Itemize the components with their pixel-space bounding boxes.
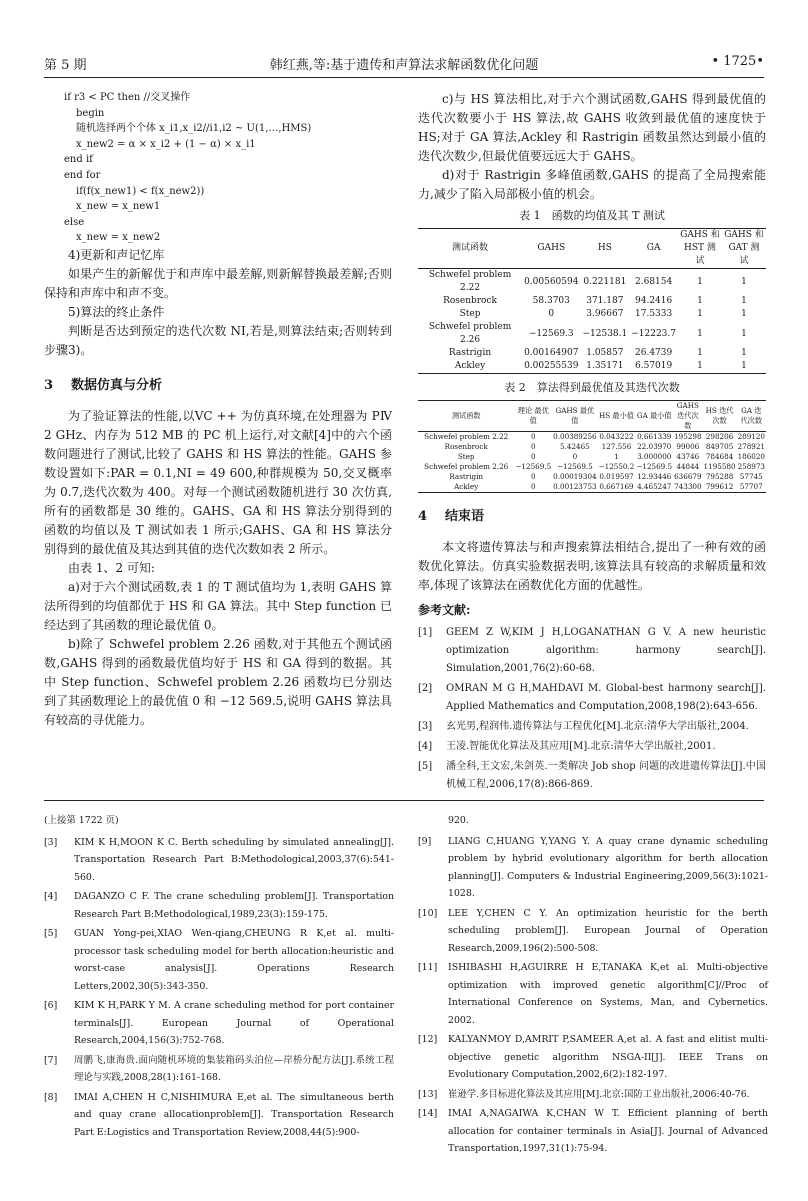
table-cell: 289120: [737, 432, 765, 441]
alg-line: 随机选择两个个体 x_i1,x_i2//i1,i2 ~ U(1,…,HMS): [76, 123, 312, 135]
table-cell: 1.05857: [586, 348, 624, 358]
table-cell: 0: [572, 452, 578, 461]
table-cell: 5.42465: [560, 442, 590, 451]
table-cell: 0.00123753: [553, 482, 597, 491]
table-cell: 784684: [705, 452, 734, 461]
table-cell: −12538.1: [582, 328, 628, 339]
reference-item: [10] LEE Y,CHEN C Y. An optimization heuristic for the berth scheduling problem[J]. European Journal of Operation Research,2009,196(2):500-508.: [418, 907, 768, 954]
table-header: HS: [597, 243, 612, 253]
table-cell: Step: [457, 452, 475, 461]
table-cell: Ackley: [454, 482, 479, 491]
table-cell: 22.03970: [637, 442, 672, 451]
table-cell: 1: [741, 296, 747, 306]
table-header: GAHS: [537, 243, 566, 253]
sec3-paragraph: 为了验证算法的性能,以VC ++ 为仿真环境,在处理器为 PⅣ 2 GHz、内存为 512 MB 的 PC 机上运行,对文献[4]中的六个函数问题进行了测试,比较了 GAHS 和 HS 算法的性能。GAHS 参数设置如下:PAR = 0.1,NI = 49 600,种群规模为 50,交叉概率为 0.7,迭代次数为 400。对每一个测试函数随机进行 30 次仿真,所有的函数都是 30 维的。GAHS、GA 和 HS 算法分别得到的函数的均值以及 T 测试如表 1 所示;GAHS、GA 和 HS 算法分别得到的最优值及其达到其值的迭代次数如表 2 所示。: [44, 408, 392, 556]
table-cell: 1: [741, 276, 747, 287]
reference-item: [5] 潘全科,王文宏,朱剑英.一类解决 Job shop 问题的改进遗传算法[J].中国机械工程,2006,17(8):866-869.: [418, 761, 766, 790]
table-cell: 99006: [676, 442, 700, 451]
page-number: • 1725•: [711, 54, 764, 69]
table-cell: 1: [697, 309, 703, 319]
continued-note: (上接第 1722 页): [44, 815, 119, 826]
table-cell: −12569.5: [557, 462, 593, 471]
reference-item: [4] 王凌.智能优化算法及其应用[M].北京:清华大学出版社,2001.: [418, 741, 716, 752]
table-cell: 371.187: [586, 296, 624, 306]
table-2: [418, 400, 766, 493]
conclusion-text: 本文将遗传算法与和声搜索算法相结合,提出了一种有效的函数优化算法。仿真实验数据表明,该算法具有较高的求解质量和效率,体现了该算法在函数优化方面的优越性。: [418, 540, 766, 592]
table-cell: −12223.7: [631, 328, 676, 339]
table-header: GA 最小值: [636, 411, 672, 420]
bottom-right-references: [418, 812, 768, 1160]
algorithm-pseudocode: [44, 90, 392, 246]
table-cell: 12.93446: [637, 472, 672, 481]
table-header: GAHS 最优值: [555, 406, 595, 425]
table-cell: 743300: [674, 482, 702, 491]
table-cell: 1: [741, 348, 747, 358]
table-cell: 1: [697, 328, 703, 339]
table-cell: 43746: [676, 452, 700, 461]
table-cell: 0.00255539: [524, 361, 579, 371]
table-cell: 795288: [705, 472, 734, 481]
reference-item: [13] 崔逊学.多目标进化算法及其应用[M].北京:国防工业出版社,2006:40-76.: [418, 1088, 750, 1100]
table-cell: 636679: [674, 472, 702, 481]
alg-line: x_new = x_new1: [76, 201, 161, 213]
table-cell: 0: [530, 442, 536, 451]
header-rule: [44, 77, 764, 78]
section-divider: [44, 800, 764, 801]
table-cell: 1: [741, 309, 747, 319]
table-header: 测试函数: [451, 411, 481, 420]
reference-continuation: 920.: [448, 815, 469, 826]
table-row: [418, 269, 766, 296]
reference-item: [5] GUAN Yong-pei,XIAO Wen-qiang,CHEUNG R K,et al. multi-processor task scheduling model for berth allocation:heuristic and worst-case analysis[J]. Operations Research Letters,2002,30(5):343-350.: [44, 928, 394, 992]
table-1: [418, 228, 766, 374]
table-cell: 1: [697, 361, 703, 371]
table-cell: 0.221181: [583, 276, 627, 287]
table-row: [418, 295, 766, 308]
section-number: 4: [418, 509, 428, 524]
table-cell: Rastrigin: [448, 348, 492, 358]
left-column: [44, 90, 392, 730]
issue-number: 第 5 期: [44, 58, 87, 73]
sec3-paragraph: 由表 1、2 可知:: [68, 560, 155, 575]
table-cell: 0: [530, 452, 536, 461]
table-cell: 17.5333: [635, 309, 673, 319]
step5-title: 5)算法的终止条件: [68, 304, 165, 319]
alg-line: x_new = x_new2: [76, 232, 161, 244]
table-cell: −12569.5: [515, 462, 552, 471]
table-cell: 0.043222: [599, 432, 634, 441]
table-cell: 58.3703: [532, 296, 570, 306]
alg-line: x_new2 = α × x_i2 + (1 − α) × x_i1: [76, 138, 256, 150]
table-cell: −12569.5: [636, 462, 673, 471]
reference-item: [3] 玄光男,程润伟.遗传算法与工程优化[M].北京:清华大学出版社,2004.: [418, 721, 749, 732]
alg-line: if r3 < PC then //交叉操作: [64, 92, 191, 103]
reference-item: [8] IMAI A,CHEN H C,NISHIMURA E,et al. The simultaneous berth and quay crane allocationproblem[J]. Transportation Research Part E:Logistics and Transportation Review,2008,44(5):900-: [44, 1091, 394, 1138]
table-cell: 0.00389256: [553, 432, 597, 441]
table-row: [418, 432, 766, 443]
section-title: 结束语: [445, 509, 485, 524]
reference-item: [4] DAGANZO C F. The crane scheduling problem[J]. Transportation Research Part B:Methodological,1989,23(3):159-175.: [44, 891, 394, 920]
table-cell: 258973: [737, 462, 765, 471]
table-cell: 1: [697, 276, 703, 287]
table-cell: 849705: [705, 442, 734, 451]
table-cell: 0.661339: [637, 432, 672, 441]
table-header: GA: [646, 243, 661, 253]
table-header: 理论 最优值: [517, 406, 549, 425]
table-cell: 0: [548, 309, 555, 319]
reference-item: [9] LIANG C,HUANG Y,YANG Y. A quay crane dynamic scheduling problem by hybrid evolutionary algorithm for berth allocation planning[J]. Computers & Industrial Engineering,2009,56(3):1021-1028.: [418, 835, 768, 899]
right-column: [418, 90, 766, 796]
alg-line: end for: [64, 169, 101, 181]
reference-item: [14] IMAI A,NAGAIWA K,CHAN W T. Efficient planning of berth allocation for container terminals in Asia[J]. Journal of Advanced Transportation,1997,31(1):75-94.: [418, 1108, 768, 1154]
table-cell: 127.556: [601, 442, 632, 451]
table-cell: Rastrigin: [449, 472, 484, 481]
table-cell: 1: [697, 296, 703, 306]
table-cell: 0.667169: [599, 482, 634, 491]
table-row: [418, 462, 766, 472]
table-header: GAHS 和 GAT 测试: [724, 230, 764, 266]
table-cell: Ackley: [454, 361, 486, 371]
table-cell: 1: [614, 452, 619, 461]
table-cell: Schwefel problem 2.22: [424, 432, 509, 441]
table-row: [418, 482, 766, 493]
alg-line: end if: [64, 154, 93, 166]
running-header: [44, 50, 764, 72]
table-cell: 1: [697, 348, 703, 358]
table-cell: 3.000000: [637, 452, 672, 461]
table-cell: 57745: [739, 472, 763, 481]
table-cell: 6.57019: [635, 361, 673, 371]
table-header: GAHS 和 HST 测试: [680, 230, 720, 266]
reference-item: [7] 周鹏飞,康海贵.面向随机环境的集装箱码头泊位—岸桥分配方法[J].系统工程理论与实践,2008,28(1):161-168.: [44, 1054, 394, 1083]
table-row: [418, 472, 766, 482]
section-3-heading: [44, 376, 392, 395]
table-cell: 0: [530, 472, 536, 481]
table-cell: 799612: [705, 482, 734, 491]
table-cell: Rosenbrock: [444, 442, 488, 451]
table-header: HS 最小值: [598, 411, 634, 420]
table1-caption: 表 1 函数的均值及其 T 测试: [519, 209, 665, 222]
table-cell: Rosenbrock: [443, 296, 497, 306]
table-header: 测试函数: [452, 243, 489, 253]
table-row: [418, 347, 766, 360]
table-cell: 298206: [705, 432, 734, 441]
step5-text: 判断是否达到预定的迭代次数 NI,若是,则算法结束;否则转到步骤3)。: [44, 323, 392, 357]
table-cell: 2.68154: [635, 276, 673, 287]
reference-item: [12] KALYANMOY D,AMRIT P,SAMEER A,et al. A fast and elitist multi-objective genetic algorithm NSGA-II[J]. IEEE Trans on Evolutionary Computation,2002,6(2):182-197.: [418, 1034, 768, 1080]
alg-line: begin: [76, 107, 105, 119]
references-heading: 参考文献:: [418, 603, 471, 617]
table-row: [418, 321, 766, 347]
table-cell: 3.96667: [586, 309, 624, 319]
table-header: GA 迭代次数: [740, 406, 763, 425]
table-cell: 186020: [737, 452, 765, 461]
table-cell: 1195580: [703, 462, 736, 471]
table-cell: −12550.2: [598, 462, 635, 471]
table-cell: 195298: [674, 432, 702, 441]
table2-caption: 表 2 算法得到最优值及其迭代次数: [504, 381, 680, 394]
item-d: d)对于 Rastrigin 多峰值函数,GAHS 的提高了全局搜索能力,减少了陷入局部极小值的机会。: [418, 168, 766, 201]
section-number: 3: [44, 377, 54, 393]
table-row: [418, 308, 766, 321]
reference-item: [6] KIM K H,PARK Y M. A crane scheduling method for port container terminals[J]. European Journal of Operational Research,2004,156(3):752-768.: [44, 1000, 394, 1046]
table-cell: 0: [530, 482, 536, 491]
step4-text: 如果产生的新解优于和声库中最差解,则新解替换最差解;否则保持和声库中和声不变。: [44, 266, 392, 300]
table-cell: Schwefel problem 2.26: [424, 462, 509, 471]
item-c: c)与 HS 算法相比,对于六个测试函数,GAHS 得到最优值的迭代次数要小于 HS 算法,故 GAHS 收敛到最优值的速度快于 HS;对于 GA 算法,Ackley 和 Rastrigin 函数虽然达到最小值的迭代次数少,但最优值要远远大于 GAHS。: [418, 92, 766, 163]
table-cell: 0: [530, 432, 536, 441]
running-title: 韩红燕,等:基于遗传和声算法求解函数优化问题: [269, 58, 539, 73]
table-cell: −12569.3: [528, 328, 574, 339]
sec3-item-a: a)对于六个测试函数,表 1 的 T 测试值均为 1,表明 GAHS 算法所得到的均值都优于 HS 和 GA 算法。其中 Step function 已经达到了其函数的理论最优值 0。: [44, 579, 392, 632]
table-cell: 278921: [737, 442, 765, 451]
table-cell: 0.019597: [599, 472, 634, 481]
section-title: 数据仿真与分析: [71, 377, 163, 393]
table-cell: 94.2416: [635, 296, 673, 306]
alg-line: if(f(x_new1) < f(x_new2)): [76, 185, 205, 197]
reference-item: [11] ISHIBASHI H,AGUIRRE H E,TANAKA K,et al. Multi-objective optimization with improved genetic algorithm[C]//Proc of International Conference on Systems, Man, and Cybernetics. 2002.: [418, 962, 768, 1026]
reference-item: [3] KIM K H,MOON K C. Berth scheduling by simulated annealing[J]. Transportation Research Part B:Methodological,2003,37(6):541-560.: [44, 836, 394, 883]
table-cell: 1.35171: [586, 361, 624, 371]
step4-title: 4)更新和声记忆库: [68, 247, 165, 262]
table-header: HS 迭代次数: [705, 406, 734, 425]
table-cell: 26.4739: [635, 348, 673, 358]
reference-item: [2] OMRAN M G H,MAHDAVI M. Global-best harmony search[J]. Applied Mathematics and Computation,2008,198(2):643-656.: [418, 683, 766, 712]
table-cell: Schwefel problem 2.22: [428, 270, 512, 293]
table-cell: Step: [459, 309, 481, 319]
section-4-heading: [418, 507, 766, 526]
table-row: [418, 452, 766, 462]
alg-line: else: [64, 216, 85, 228]
table-cell: 57707: [739, 482, 763, 491]
bottom-left-references: [44, 812, 394, 1143]
table-row: [418, 442, 766, 452]
table-row: [418, 360, 766, 374]
table-cell: 44844: [676, 462, 700, 471]
table-cell: Schwefel problem 2.26: [428, 322, 512, 345]
table-cell: 4.465247: [637, 482, 672, 491]
table-cell: 0.00019304: [553, 472, 597, 481]
table-cell: 0.00164907: [524, 348, 579, 358]
table-cell: 1: [741, 328, 747, 339]
table-header: GAHS 迭代次数: [676, 401, 699, 430]
sec3-item-b: b)除了 Schwefel problem 2.26 函数,对于其他五个测试函数,GAHS 得到的函数最优值均好于 HS 和 GA 得到的数据。其中 Step function、Schwefel problem 2.26 函数均已分别达到了其函数理论上的最优值 0 和 −12 569.5,说明 GAHS 算法具有较高的寻优能力。: [44, 636, 392, 727]
reference-item: [1] GEEM Z W,KIM J H,LOGANATHAN G V. A new heuristic optimization algorithm: harmony search[J]. Simulation,2001,76(2):60-68.: [418, 627, 766, 674]
table-cell: 1: [741, 361, 747, 371]
table-cell: 0.00560594: [524, 276, 579, 287]
